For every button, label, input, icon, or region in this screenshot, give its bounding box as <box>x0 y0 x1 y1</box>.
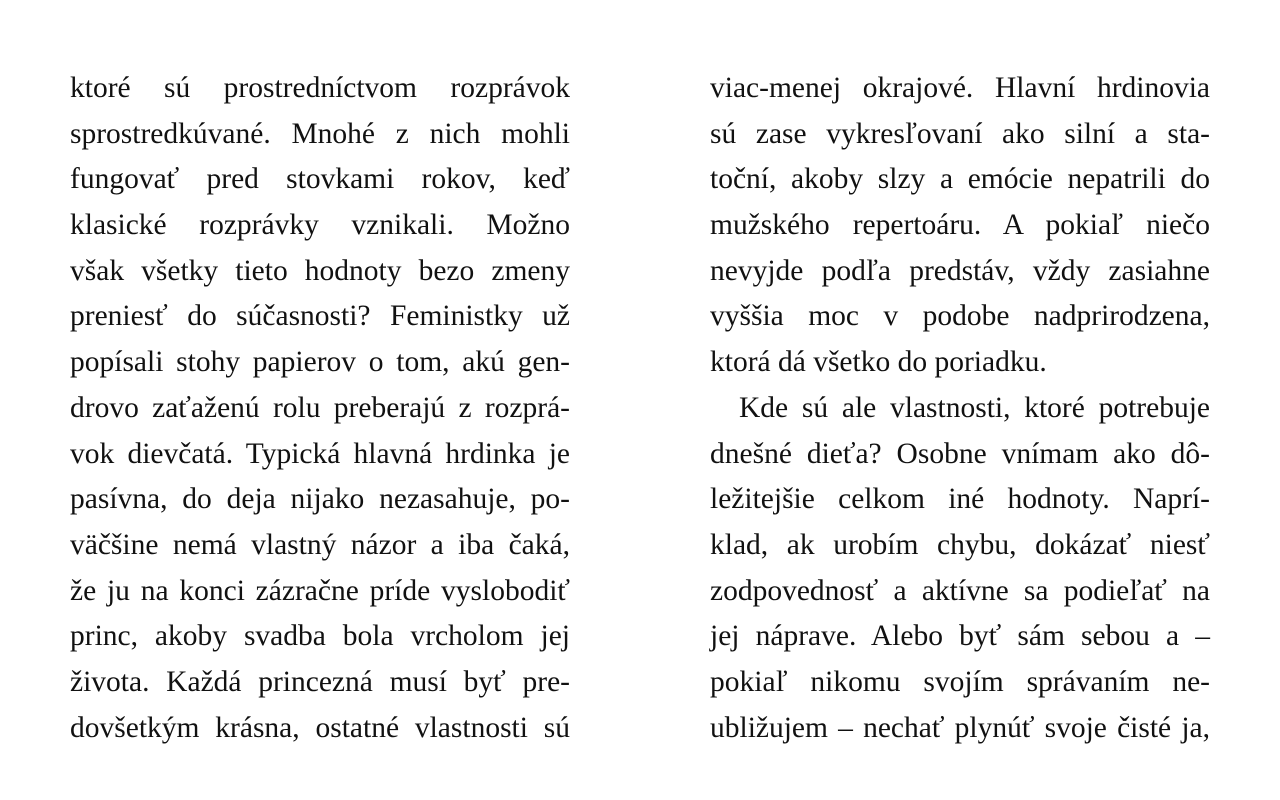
text-line: života. Každá princezná musí byť pre- <box>70 665 570 698</box>
text-line: ležitejšie celkom iné hodnoty. Naprí- <box>710 483 1210 516</box>
text-line: väčšine nemá vlastný názor a iba čaká, <box>70 528 570 561</box>
text-line: preniesť do súčasnosti? Feministky už <box>70 300 570 333</box>
text-line: klad, ak urobím chybu, dokázať niesť <box>710 528 1210 561</box>
text-line: fungovať pred stovkami rokov, keď <box>70 163 570 196</box>
text-line: sú zase vykresľovaní ako silní a sta- <box>710 117 1210 150</box>
text-line: klasické rozprávky vznikali. Možno <box>70 209 570 242</box>
text-line: ktoré sú prostredníctvom rozprávok <box>70 72 570 104</box>
text-line: však všetky tieto hodnoty bezo zmeny <box>70 254 570 287</box>
text-line: jej náprave. Alebo byť sám sebou a – <box>710 620 1210 653</box>
text-line: drovo zaťaženú rolu preberajú z rozprá- <box>70 391 570 424</box>
text-line: toční, akoby slzy a emócie nepatrili do <box>710 163 1210 196</box>
text-line: dovšetkým krásna, ostatné vlastnosti sú <box>70 711 570 744</box>
right-page-text <box>710 66 1210 751</box>
text-line: zodpovednosť a aktívne sa podieľať na <box>710 574 1210 607</box>
text-line: viac-menej okrajové. Hlavní hrdinovia <box>710 72 1210 104</box>
text-line: že ju na konci zázračne príde vyslobodiť <box>70 574 570 607</box>
text-line: sprostredkúvané. Mnohé z nich mohli <box>70 117 570 150</box>
left-page-text <box>70 66 570 751</box>
text-line: princ, akoby svadba bola vrcholom jej <box>70 620 570 653</box>
text-line: pasívna, do deja nijako nezasahuje, po- <box>70 483 570 516</box>
paragraph-start-line: Kde sú ale vlastnosti, ktoré potrebuje <box>739 391 1210 424</box>
text-line: pokiaľ nikomu svojím správaním ne- <box>710 665 1210 698</box>
text-line: popísali stohy papierov o tom, akú gen- <box>70 346 570 379</box>
paragraph-end-line: ktorá dá všetko do poriadku. <box>710 346 1047 379</box>
text-line: vyššia moc v podobe nadprirodzena, <box>710 300 1210 333</box>
text-line: vok dievčatá. Typická hlavná hrdinka je <box>70 437 570 470</box>
text-line: nevyjde podľa predstáv, vždy zasiahne <box>710 254 1210 287</box>
text-line: dnešné dieťa? Osobne vnímam ako dô- <box>710 437 1210 470</box>
text-line: ubližujem – nechať plynúť svoje čisté ja, <box>710 711 1210 744</box>
text-line: mužského repertoáru. A pokiaľ niečo <box>710 209 1210 242</box>
